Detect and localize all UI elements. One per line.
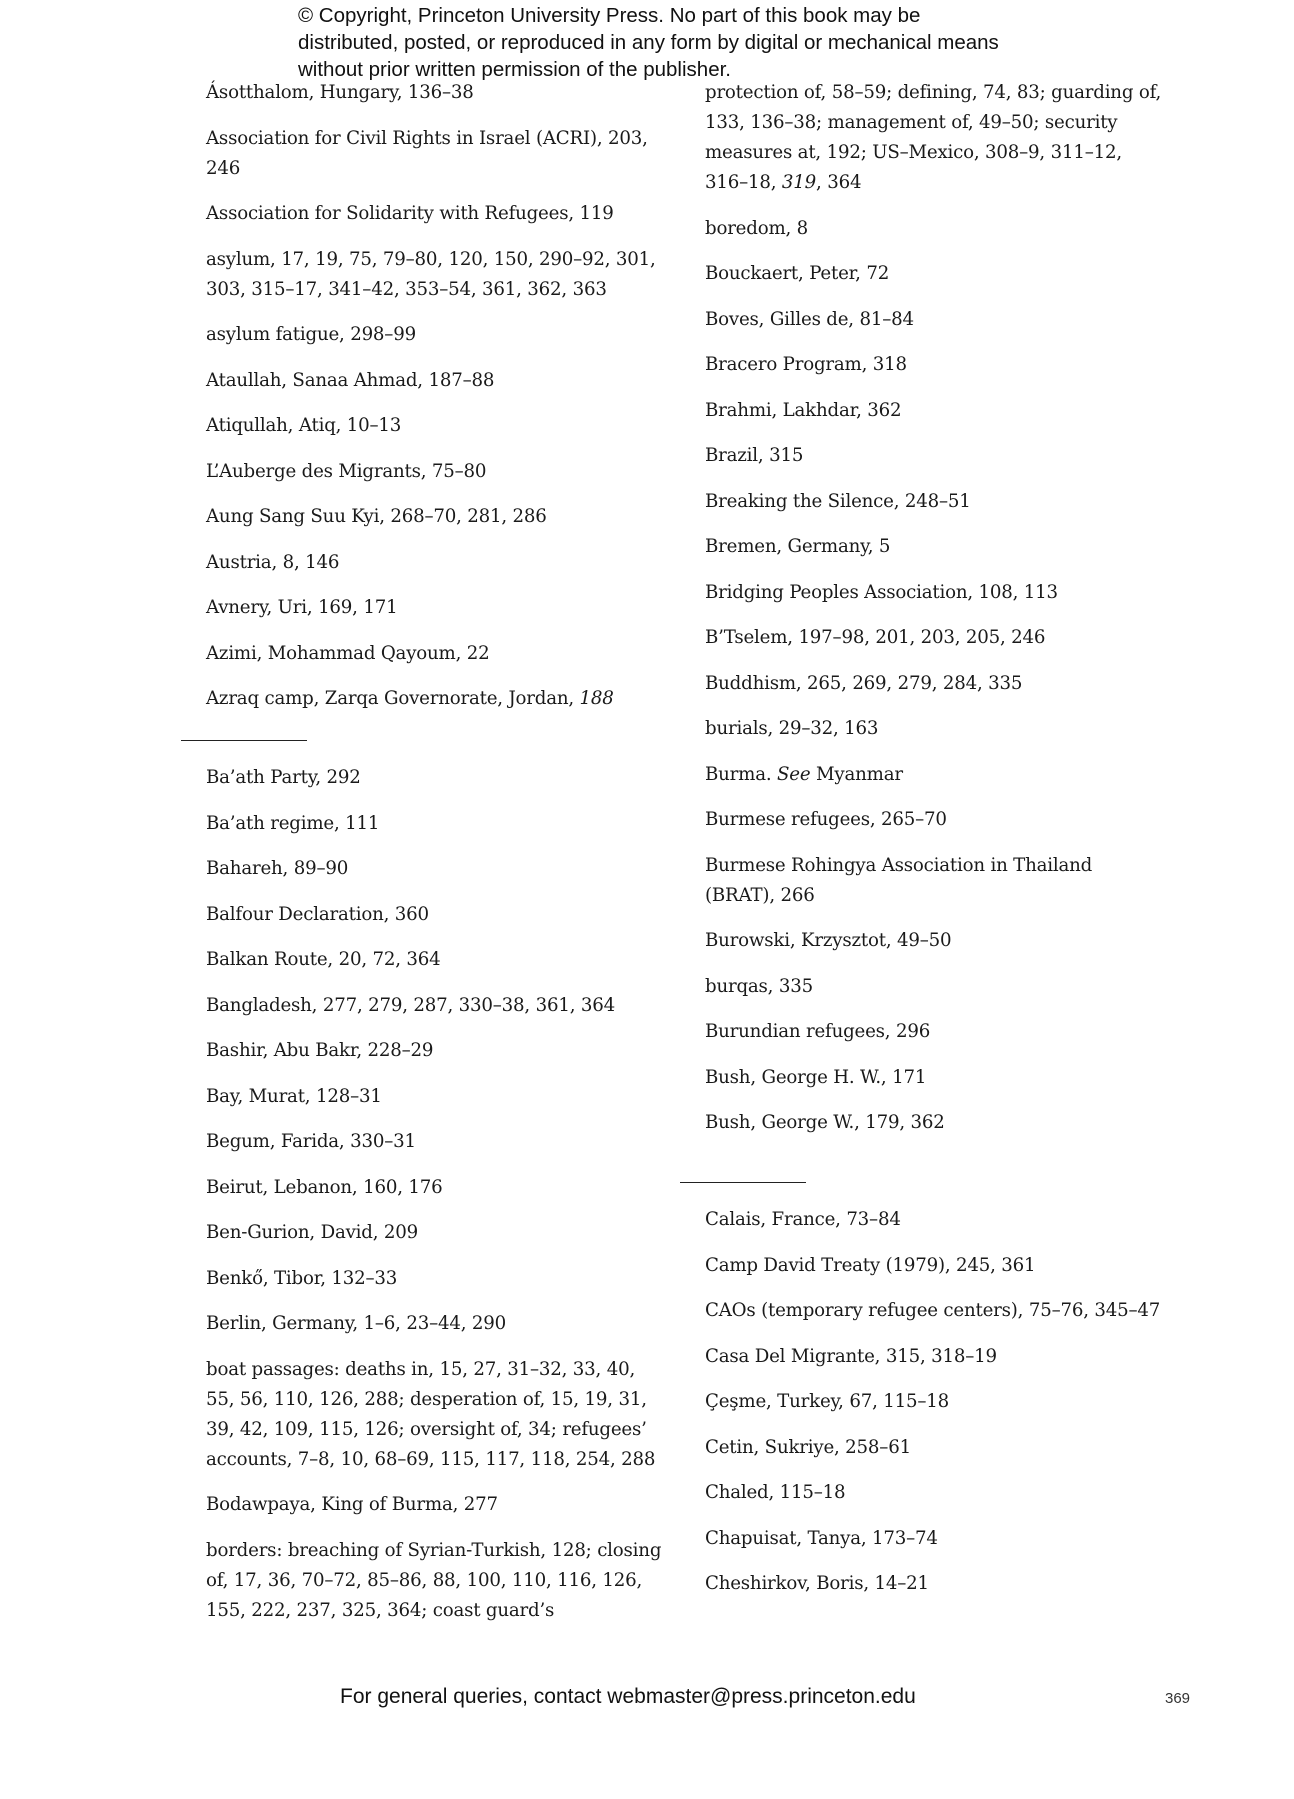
index-entry: Ataullah, Sanaa Ahmad, 187–88 (206, 369, 495, 391)
index-entry: Association for Civil Rights in Israel (ACRI), 203, 246 (206, 127, 648, 179)
index-column-right (705, 78, 1165, 1615)
index-entry-borders-continued (705, 78, 1165, 198)
index-group-a (206, 78, 666, 714)
index-entry: boredom, 8 (705, 217, 809, 239)
entry-italic-see: See (777, 763, 811, 785)
index-entry: Bridging Peoples Association, 108, 113 (705, 581, 1058, 603)
index-entry: Burmese Rohingya Association in Thailand (BRAT), 266 (705, 854, 1093, 906)
index-group-borders-cont (705, 78, 1165, 1138)
index-entry: Calais, France, 73–84 (705, 1209, 901, 1230)
index-entry: Chapuisat, Tanya, 173–74 (705, 1527, 938, 1549)
index-entry: Ba’ath regime, 111 (206, 812, 380, 834)
index-entry: asylum, 17, 19, 75, 79–80, 120, 150, 290–92, 301, 303, 315–17, 341–42, 353–54, 361, 362, 363 (206, 248, 656, 300)
index-entry: asylum fatigue, 298–99 (206, 324, 416, 345)
index-column-left (206, 78, 666, 1641)
entry-text: Azraq camp, Zarqa Governorate, Jordan, (206, 688, 580, 709)
index-entry-burma (705, 760, 1165, 790)
index-entry: Beirut, Lebanon, 160, 176 (206, 1176, 443, 1198)
index-entry: B’Tselem, 197–98, 201, 203, 205, 246 (705, 627, 1046, 648)
entry-text: Burma. (705, 763, 778, 785)
footer-contact: For general queries, contact webmaster@press.princeton.edu (340, 1685, 916, 1708)
index-entry: Association for Solidarity with Refugees, 119 (206, 203, 614, 224)
index-entry: burials, 29–32, 163 (705, 718, 879, 739)
index-entry: Brazil, 315 (705, 445, 804, 466)
index-entry: Bremen, Germany, 5 (705, 536, 891, 557)
index-entry: Bouckaert, Peter, 72 (705, 263, 890, 284)
entry-text: protection of, 58–59; defining, 74, 83; guarding of, 133, 136–38; management of, 49–50; security measures at, 192; US–Mexico, 308–9, 311–12, 316–18, (705, 82, 1162, 193)
entry-italic-page: 319 (781, 172, 817, 193)
entry-text-tail: , 364 (816, 172, 862, 193)
index-entry: Bush, George H. W., 171 (705, 1066, 927, 1088)
index-entry: Bodawpaya, King of Burma, 277 (206, 1494, 498, 1515)
entry-italic-page: 188 (579, 688, 614, 709)
index-entry: Brahmi, Lakhdar, 362 (705, 399, 902, 421)
index-entry: Bush, George W., 179, 362 (705, 1112, 945, 1133)
index-entry: Balfour Declaration, 360 (206, 903, 429, 925)
index-entry: Austria, 8, 146 (206, 551, 340, 573)
index-entry: Ba’ath Party, 292 (206, 767, 361, 788)
index-entry: L’Auberge des Migrants, 75–80 (206, 460, 487, 482)
index-entry: Begum, Farida, 330–31 (206, 1131, 416, 1152)
index-entry: Atiqullah, Atiq, 10–13 (206, 415, 402, 436)
index-entry: Aung Sang Suu Kyi, 268–70, 281, 286 (206, 506, 547, 527)
index-entry: Benkő, Tibor, 132–33 (206, 1267, 398, 1289)
index-group-b (206, 763, 666, 1626)
index-group-c (705, 1205, 1165, 1599)
index-entry: Avnery, Uri, 169, 171 (206, 597, 398, 618)
index-entry: Bashir, Abu Bakr, 228–29 (206, 1040, 434, 1061)
index-entry: Chaled, 115–18 (705, 1482, 846, 1503)
entry-text-tail: Myanmar (810, 763, 903, 785)
index-entry: Bahareh, 89–90 (206, 858, 349, 879)
index-entry: Balkan Route, 20, 72, 364 (206, 949, 441, 970)
index-entry: Bangladesh, 277, 279, 287, 330–38, 361, 364 (206, 994, 615, 1016)
index-entry: Burundian refugees, 296 (705, 1021, 931, 1042)
index-entry: burqas, 335 (705, 975, 813, 997)
index-entry: Ásotthalom, Hungary, 136–38 (206, 82, 474, 103)
index-entry: Buddhism, 265, 269, 279, 284, 335 (705, 672, 1023, 694)
copyright-notice: © Copyright, Princeton University Press. No part of this book may be distributed, posted, or reproduced in any form by digital or mechanical means without prior written permission of the publisher. (298, 4, 999, 81)
index-entry-azraq (206, 684, 666, 714)
index-entry: Azimi, Mohammad Qayoum, 22 (206, 642, 490, 664)
section-divider-b (181, 740, 307, 741)
index-entry: borders: breaching of Syrian-Turkish, 128; closing of, 17, 36, 70–72, 85–86, 88, 100, 110, 116, 126, 155, 222, 237, 325, 364; coast guard’s (206, 1539, 662, 1621)
index-entry: Burmese refugees, 265–70 (705, 809, 947, 830)
index-entry: Camp David Treaty (1979), 245, 361 (705, 1254, 1036, 1276)
index-entry: Ben-Gurion, David, 209 (206, 1222, 419, 1243)
index-entry: Boves, Gilles de, 81–84 (705, 308, 914, 330)
index-entry: CAOs (temporary refugee centers), 75–76, 345–47 (705, 1300, 1161, 1321)
index-entry: boat passages: deaths in, 15, 27, 31–32, 33, 40, 55, 56, 110, 126, 288; desperation of, 15, 19, 31, 39, 42, 109, 115, 126; oversight of, 34; refugees’ accounts, 7–8, 10, 68–69, 115, 117, 118, 254, 288 (206, 1358, 656, 1470)
index-entry: Bay, Murat, 128–31 (206, 1085, 382, 1107)
index-entry: Casa Del Migrante, 315, 318–19 (705, 1345, 997, 1367)
index-entry: Burowski, Krzysztot, 49–50 (705, 930, 952, 951)
index-entry: Cheshirkov, Boris, 14–21 (705, 1573, 929, 1594)
index-entry: Çeşme, Turkey, 67, 115–18 (705, 1391, 949, 1412)
section-divider-c (680, 1182, 806, 1183)
index-entry: Breaking the Silence, 248–51 (705, 490, 971, 512)
index-entry: Berlin, Germany, 1–6, 23–44, 290 (206, 1313, 506, 1334)
index-entry: Cetin, Sukriye, 258–61 (705, 1436, 911, 1458)
page-number: 369 (1165, 1690, 1191, 1707)
index-entry: Bracero Program, 318 (705, 354, 907, 375)
